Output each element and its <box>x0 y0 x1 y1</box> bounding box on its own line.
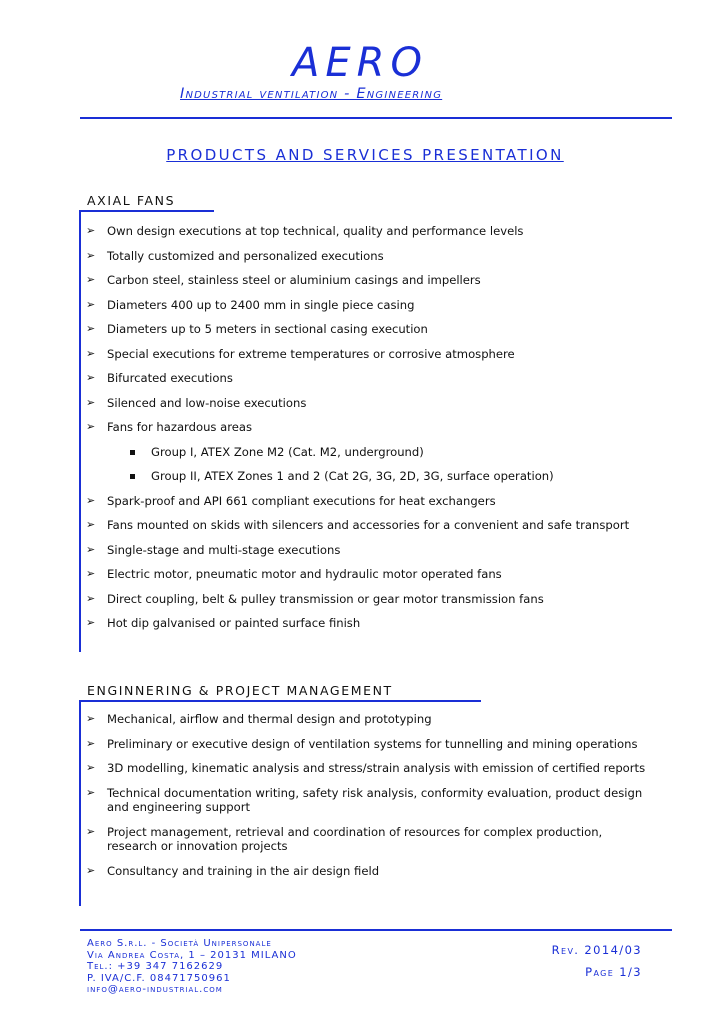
list-item: ➢ Technical documentation writing, safety risk analysis, conformity evaluation, product design and engineering support <box>86 785 643 814</box>
arrowhead-icon: ➢ <box>86 273 96 286</box>
list-item: ➢ Direct coupling, belt & pulley transmission or gear motor transmission fans <box>86 591 544 606</box>
list-item: ➢ Diameters up to 5 meters in sectional casing execution <box>86 322 428 336</box>
footer-divider <box>80 929 672 931</box>
list-item: ➢ Consultancy and training in the air design field <box>86 863 380 878</box>
arrowhead-icon: ➢ <box>86 493 96 507</box>
footer-vat: P. IVA/C.F. 08471750961 <box>87 972 231 984</box>
footer-company-info <box>87 938 297 996</box>
engineering-list <box>86 712 646 878</box>
arrowhead-icon: ➢ <box>86 542 96 556</box>
list-item: ➢ Preliminary or executive design of ventilation systems for tunnelling and mining operations <box>86 736 638 751</box>
list-item: ➢ Special executions for extreme temperatures or corrosive atmosphere <box>86 346 515 361</box>
axial-fans-list <box>86 224 646 631</box>
section-rule-horizontal <box>79 210 214 212</box>
arrowhead-icon: ➢ <box>86 297 96 311</box>
section-heading-axial-fans: AXIAL FANS <box>87 193 176 208</box>
hazardous-areas-sublist <box>86 445 646 484</box>
arrowhead-icon: ➢ <box>86 567 96 580</box>
arrowhead-icon: ➢ <box>86 518 96 531</box>
list-item: ➢ Mechanical, airflow and thermal design and prototyping <box>86 712 432 726</box>
arrowhead-icon: ➢ <box>86 712 96 725</box>
arrowhead-icon: ➢ <box>86 371 96 384</box>
list-item: ➢ Fans mounted on skids with silencers and accessories for a convenient and safe transport <box>86 518 630 532</box>
section-rule-vertical <box>79 210 81 652</box>
list-item: ➢ Carbon steel, stainless steel or aluminium casings and impellers <box>86 273 481 287</box>
footer-page-number: Page 1/3 <box>585 965 642 979</box>
section-rule-horizontal <box>79 700 481 702</box>
footer-email: info@aero-industrial.com <box>87 984 223 995</box>
arrowhead-icon: ➢ <box>86 761 96 774</box>
arrowhead-icon: ➢ <box>86 591 96 605</box>
arrowhead-icon: ➢ <box>86 248 96 262</box>
arrowhead-icon: ➢ <box>86 824 96 838</box>
arrowhead-icon: ➢ <box>86 785 96 799</box>
footer-phone: Tel.: +39 347 7162629 <box>87 961 224 972</box>
header-divider <box>80 117 672 119</box>
list-item: ➢ 3D modelling, kinematic analysis and stress/strain analysis with emission of certified reports <box>86 761 646 775</box>
sub-list-item: Group I, ATEX Zone M2 (Cat. M2, underground) <box>86 445 646 460</box>
arrowhead-icon: ➢ <box>86 322 96 335</box>
company-logo: AERO <box>292 40 428 86</box>
arrowhead-icon: ➢ <box>86 736 96 750</box>
arrowhead-icon: ➢ <box>86 863 96 877</box>
list-item: ➢ Own design executions at top technical, quality and performance levels <box>86 224 524 238</box>
section-heading-engineering: ENGINNERING & PROJECT MANAGEMENT <box>87 683 393 698</box>
arrowhead-icon: ➢ <box>86 224 96 237</box>
list-item: ➢ Diameters 400 up to 2400 mm in single piece casing <box>86 297 415 312</box>
footer-revision: Rev. 2014/03 <box>551 943 642 957</box>
sub-list-item: Group II, ATEX Zones 1 and 2 (Cat 2G, 3G, 2D, 3G, surface operation) <box>86 469 646 484</box>
list-item: ➢ Electric motor, pneumatic motor and hydraulic motor operated fans <box>86 567 502 581</box>
list-item: ➢ Totally customized and personalized executions <box>86 248 384 263</box>
arrowhead-icon: ➢ <box>86 395 96 409</box>
square-bullet-icon <box>130 450 135 455</box>
footer-address: Via Andrea Costa, 1 – 20131 MILANO <box>87 949 297 961</box>
list-item: ➢ Silenced and low-noise executions <box>86 395 307 410</box>
list-item: ➢ Bifurcated executions <box>86 371 233 385</box>
arrowhead-icon: ➢ <box>86 616 96 629</box>
list-item: ➢ Hot dip galvanised or painted surface finish <box>86 616 361 630</box>
list-item: ➢ Single-stage and multi-stage executions <box>86 542 341 557</box>
section-rule-vertical <box>79 700 81 906</box>
list-item: ➢ Project management, retrieval and coordination of resources for complex production, research or innovation projects <box>86 824 603 853</box>
document-title: PRODUCTS AND SERVICES PRESENTATION <box>166 146 564 164</box>
arrowhead-icon: ➢ <box>86 346 96 360</box>
square-bullet-icon <box>130 474 135 479</box>
list-item: ➢ Fans for hazardous areas Group I, ATEX Zone M2 (Cat. M2, underground) Group II, ATEX Zones 1 and 2 (Cat 2G, 3G, 2D, 3G, surface operation) <box>86 420 646 484</box>
company-tagline: Industrial ventilation - Engineering <box>180 86 443 102</box>
list-item: ➢ Spark-proof and API 661 compliant executions for heat exchangers <box>86 493 496 508</box>
footer-company-name: Aero S.r.l. - Società Unipersonale <box>87 938 272 949</box>
arrowhead-icon: ➢ <box>86 420 96 433</box>
